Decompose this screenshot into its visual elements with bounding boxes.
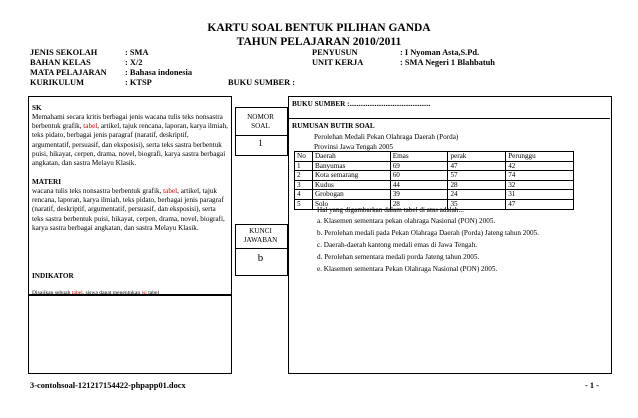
- indikator-heading: INDIKATOR: [32, 272, 74, 280]
- table-header-cell: perak: [448, 152, 506, 162]
- rumusan-heading: RUMUSAN BUTIR SOAL: [292, 122, 375, 130]
- table-cell: 28: [448, 180, 506, 190]
- header-value-jenis-sekolah: : SMA: [125, 48, 149, 57]
- materi-heading: MATERI: [32, 178, 62, 186]
- table-cell: 2: [295, 171, 313, 181]
- header-value-bahan-kelas: : X/2: [125, 58, 143, 67]
- option-c: c. Daerah-daerah kantong medali emas di Jawa Tengah.: [317, 241, 478, 249]
- table-cell: 57: [448, 171, 506, 181]
- kunci-jawaban-value: b: [257, 252, 264, 264]
- table-row: [295, 161, 574, 171]
- option-e: e. Klasemen sementara Pekan Olahraga Nasional (PON) 2005.: [317, 265, 498, 273]
- table-row: [295, 171, 574, 181]
- header-value-kurikulum: : KTSP: [125, 78, 152, 87]
- table-cell: Kota semarang: [312, 171, 390, 181]
- sk-text: Memahami secara kritis berbagai jenis wacana tulis teks nonsastra berbentuk grafik, tabel, artikel, tajuk rencana, laporan, karya ilmiah, teks pidato, berbagai jenis paragraf (naratif, deskriptif, argumentatif, persuasif, dan eksposisi), serta teks sastra berbentuk puisi, hikayat, cerpen, drama, novel, biografi, karya sastra berbagai angkatan, dan sastra Melayu Klasik.: [32, 113, 228, 168]
- table-cell: 39: [390, 190, 448, 200]
- indikator-box: [28, 294, 232, 374]
- table-cell: 24: [448, 190, 506, 200]
- table-row: [295, 180, 574, 190]
- option-d: d. Perolehan sementara medali porda Jateng tahun 2005.: [317, 253, 480, 261]
- header-label-unit-kerja: UNIT KERJA: [312, 58, 364, 67]
- table-cell: Banyumas: [312, 161, 390, 171]
- header-value-unit-kerja: : SMA Negeri 1 Blahbatuh: [400, 58, 495, 67]
- nomor-soal-value: 1: [258, 138, 263, 148]
- question-text: Hal yang digambarkan dalam tabel di atas adalah...: [317, 206, 464, 214]
- table-header-cell: Emas: [390, 152, 448, 162]
- table-cell: 4: [295, 190, 313, 200]
- table-cell: 28: [390, 199, 448, 209]
- footer-page-number: - 1 -: [585, 381, 599, 390]
- table-cell: 44: [390, 180, 448, 190]
- card-title: KARTU SOAL BENTUK PILIHAN GANDA: [207, 22, 431, 34]
- rumusan-caption-2: Provinsi Jawa Tengah 2005: [314, 143, 394, 151]
- indikator-text: Disajikan sebuah tabel, siswa dapat menentukan isi tabel: [32, 290, 160, 296]
- table-cell: Solo: [312, 199, 390, 209]
- header-value-mata-pelajaran: : Bahasa indonesia: [125, 68, 193, 77]
- buku-sumber-right: BUKU SUMBER :.............................................: [292, 100, 431, 108]
- table-header-cell: Perunggu: [506, 152, 574, 162]
- table-cell: 69: [390, 161, 448, 171]
- table-row: [295, 190, 574, 200]
- card-subtitle: TAHUN PELAJARAN 2010/2011: [236, 36, 402, 48]
- table-cell: 47: [506, 199, 574, 209]
- nomor-soal-label-1: NOMOR: [247, 113, 274, 121]
- kunci-jawaban-label-1: KUNCI: [249, 227, 272, 235]
- header-label-kurikulum: KURIKULUM: [30, 78, 84, 87]
- footer-filename: 3-contohsoal-121217154422-phpapp01.docx: [30, 381, 186, 390]
- materi-text: wacana tulis teks nonsastra berbentuk grafik, tabel, artikel, tajuk rencana, laporan, karya ilmiah, teks pidato, berbagai jenis paragraf (naratif, deskriptif, argumentatif, persuasif, dan eksposisi), serta teks sastra berbentuk puisi, hikayat, cerpen, drama, novel, biografi, karya sastra berbagai angkatan, dan sastra Melayu Klasik.: [32, 187, 225, 232]
- medal-table-header-row: [295, 152, 574, 162]
- nomor-soal-label-2: SOAL: [251, 122, 270, 130]
- table-header-cell: Daerah: [312, 152, 390, 162]
- header-value-penyusun: : I Nyoman Asta,S.Pd.: [400, 48, 480, 57]
- table-cell: 5: [295, 199, 313, 209]
- kunci-jawaban-label-2: JAWABAN: [243, 236, 278, 244]
- rumusan-caption-1: Perolehan Medali Pekan Olahraga Daerah (Porda): [314, 133, 459, 141]
- option-a: a. Klasemen sementara pekan olahraga Nasional (PON) 2005.: [317, 217, 496, 225]
- table-cell: Kudus: [312, 180, 390, 190]
- header-label-mata-pelajaran: MATA PELAJARAN: [30, 68, 107, 77]
- table-cell: 74: [506, 171, 574, 181]
- header-buku-sumber: BUKU SUMBER :: [228, 78, 296, 87]
- table-cell: 47: [448, 161, 506, 171]
- table-header-cell: No: [295, 152, 313, 162]
- header-label-jenis-sekolah: JENIS SEKOLAH: [30, 48, 98, 57]
- table-cell: Grobogan: [312, 190, 390, 200]
- table-cell: 1: [295, 161, 313, 171]
- medal-table: [294, 151, 574, 210]
- table-cell: 60: [390, 171, 448, 181]
- table-cell: 3: [295, 180, 313, 190]
- table-cell: 32: [506, 180, 574, 190]
- table-cell: 31: [506, 190, 574, 200]
- header-label-bahan-kelas: BAHAN KELAS: [30, 58, 91, 67]
- header-label-penyusun: PENYUSUN: [312, 48, 358, 57]
- table-cell: 35: [448, 199, 506, 209]
- table-cell: 42: [506, 161, 574, 171]
- sk-heading: SK: [32, 104, 42, 112]
- rumusan-divider: [288, 118, 610, 119]
- option-b: b. Perolehan medali pada Pekan Olahraga Daerah (Porda) Jateng tahun 2005.: [317, 229, 539, 237]
